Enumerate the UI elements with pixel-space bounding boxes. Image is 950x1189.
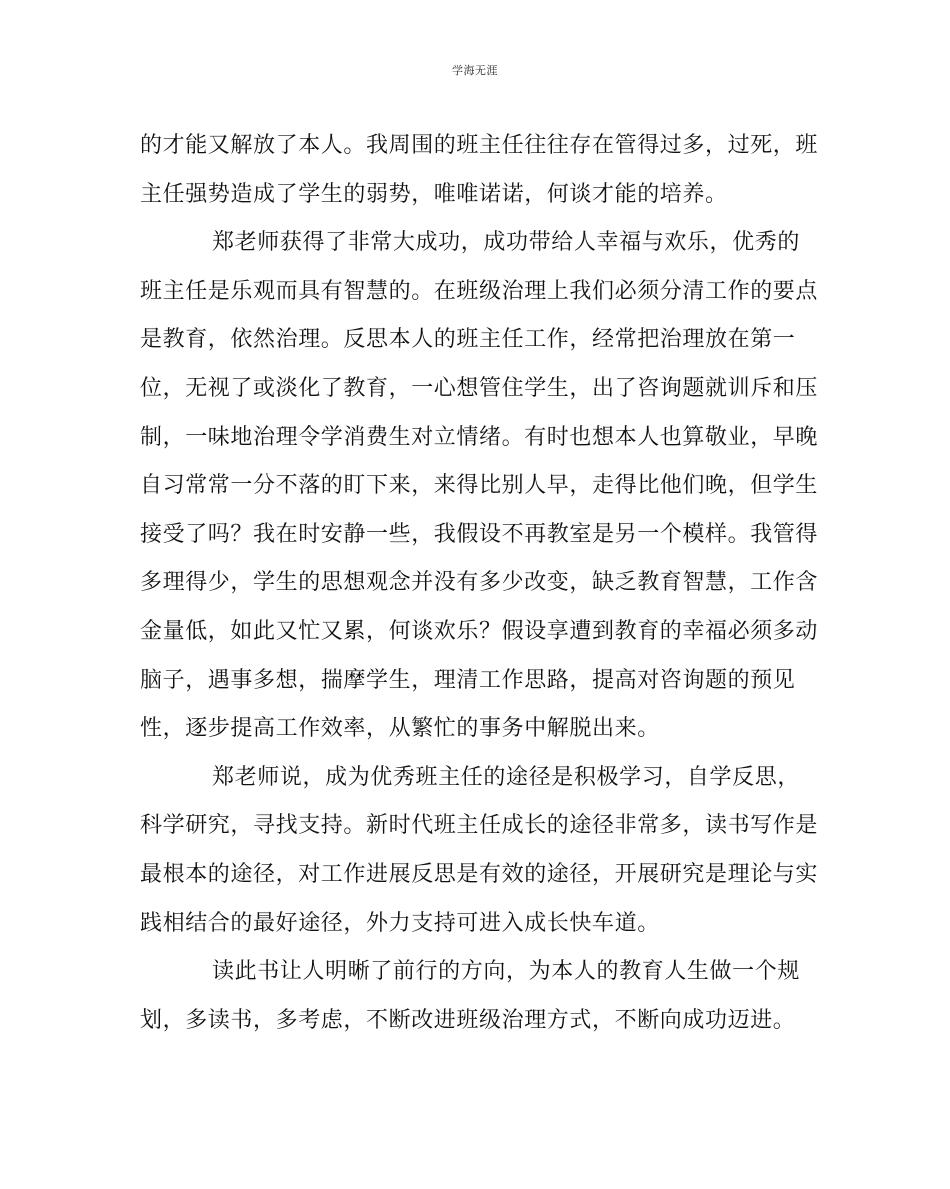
text-line: 读此书让人明晰了前行的方向，为本人的教育人生做一个规	[212, 959, 800, 985]
page-header: 学海无涯	[452, 64, 498, 77]
text-line: 郑老师说，成为优秀班主任的途径是积极学习，自学反思，	[212, 764, 800, 790]
body-text	[140, 130, 819, 1053]
text-line: 金量低，如此又忙又累，何谈欢乐？假设享遭到教育的幸福必须多动	[140, 618, 819, 644]
text-line: 的才能又解放了本人。我周围的班主任往往存在管得过多，过死，班	[140, 133, 819, 158]
text-line: 最根本的途径，对工作进展反思是有效的途径，开展研究是理论与实	[140, 861, 819, 887]
text-line: 脑子，遇事多想，揣摩学生，理清工作思路，提高对咨询题的预见	[140, 667, 796, 693]
text-line: 郑老师获得了非常大成功，成功带给人幸福与欢乐，优秀的	[212, 230, 800, 256]
text-line: 接受了吗？我在时安静一些，我假设不再教室是另一个模样。我管得	[140, 521, 819, 547]
text-line: 是教育，依然治理。反思本人的班主任工作，经常把治理放在第一	[140, 327, 796, 353]
text-line: 性，逐步提高工作效率，从繁忙的事务中解脱出来。	[140, 716, 660, 742]
text-line: 主任强势造成了学生的弱势，唯唯诺诺，何谈才能的培养。	[140, 181, 728, 207]
text-line: 划，多读书，多考虑，不断改进班级治理方式，不断向成功迈进。	[140, 1007, 796, 1033]
text-line: 位，无视了或淡化了教育，一心想管住学生，出了咨询题就训斥和压	[140, 375, 819, 401]
text-line: 制，一味地治理令学消费生对立情绪。有时也想本人也算敬业，早晚	[140, 424, 819, 450]
text-line: 科学研究，寻找支持。新时代班主任成长的途径非常多，读书写作是	[140, 813, 819, 839]
text-line: 班主任是乐观而具有智慧的。在班级治理上我们必须分清工作的要点	[140, 278, 819, 304]
text-line: 多理得少，学生的思想观念并没有多少改变，缺乏教育智慧，工作含	[140, 570, 819, 596]
text-line: 践相结合的最好途径，外力支持可进入成长快车道。	[140, 910, 660, 936]
text-line: 自习常常一分不落的盯下来，来得比别人早，走得比他们晚，但学生	[140, 473, 819, 499]
